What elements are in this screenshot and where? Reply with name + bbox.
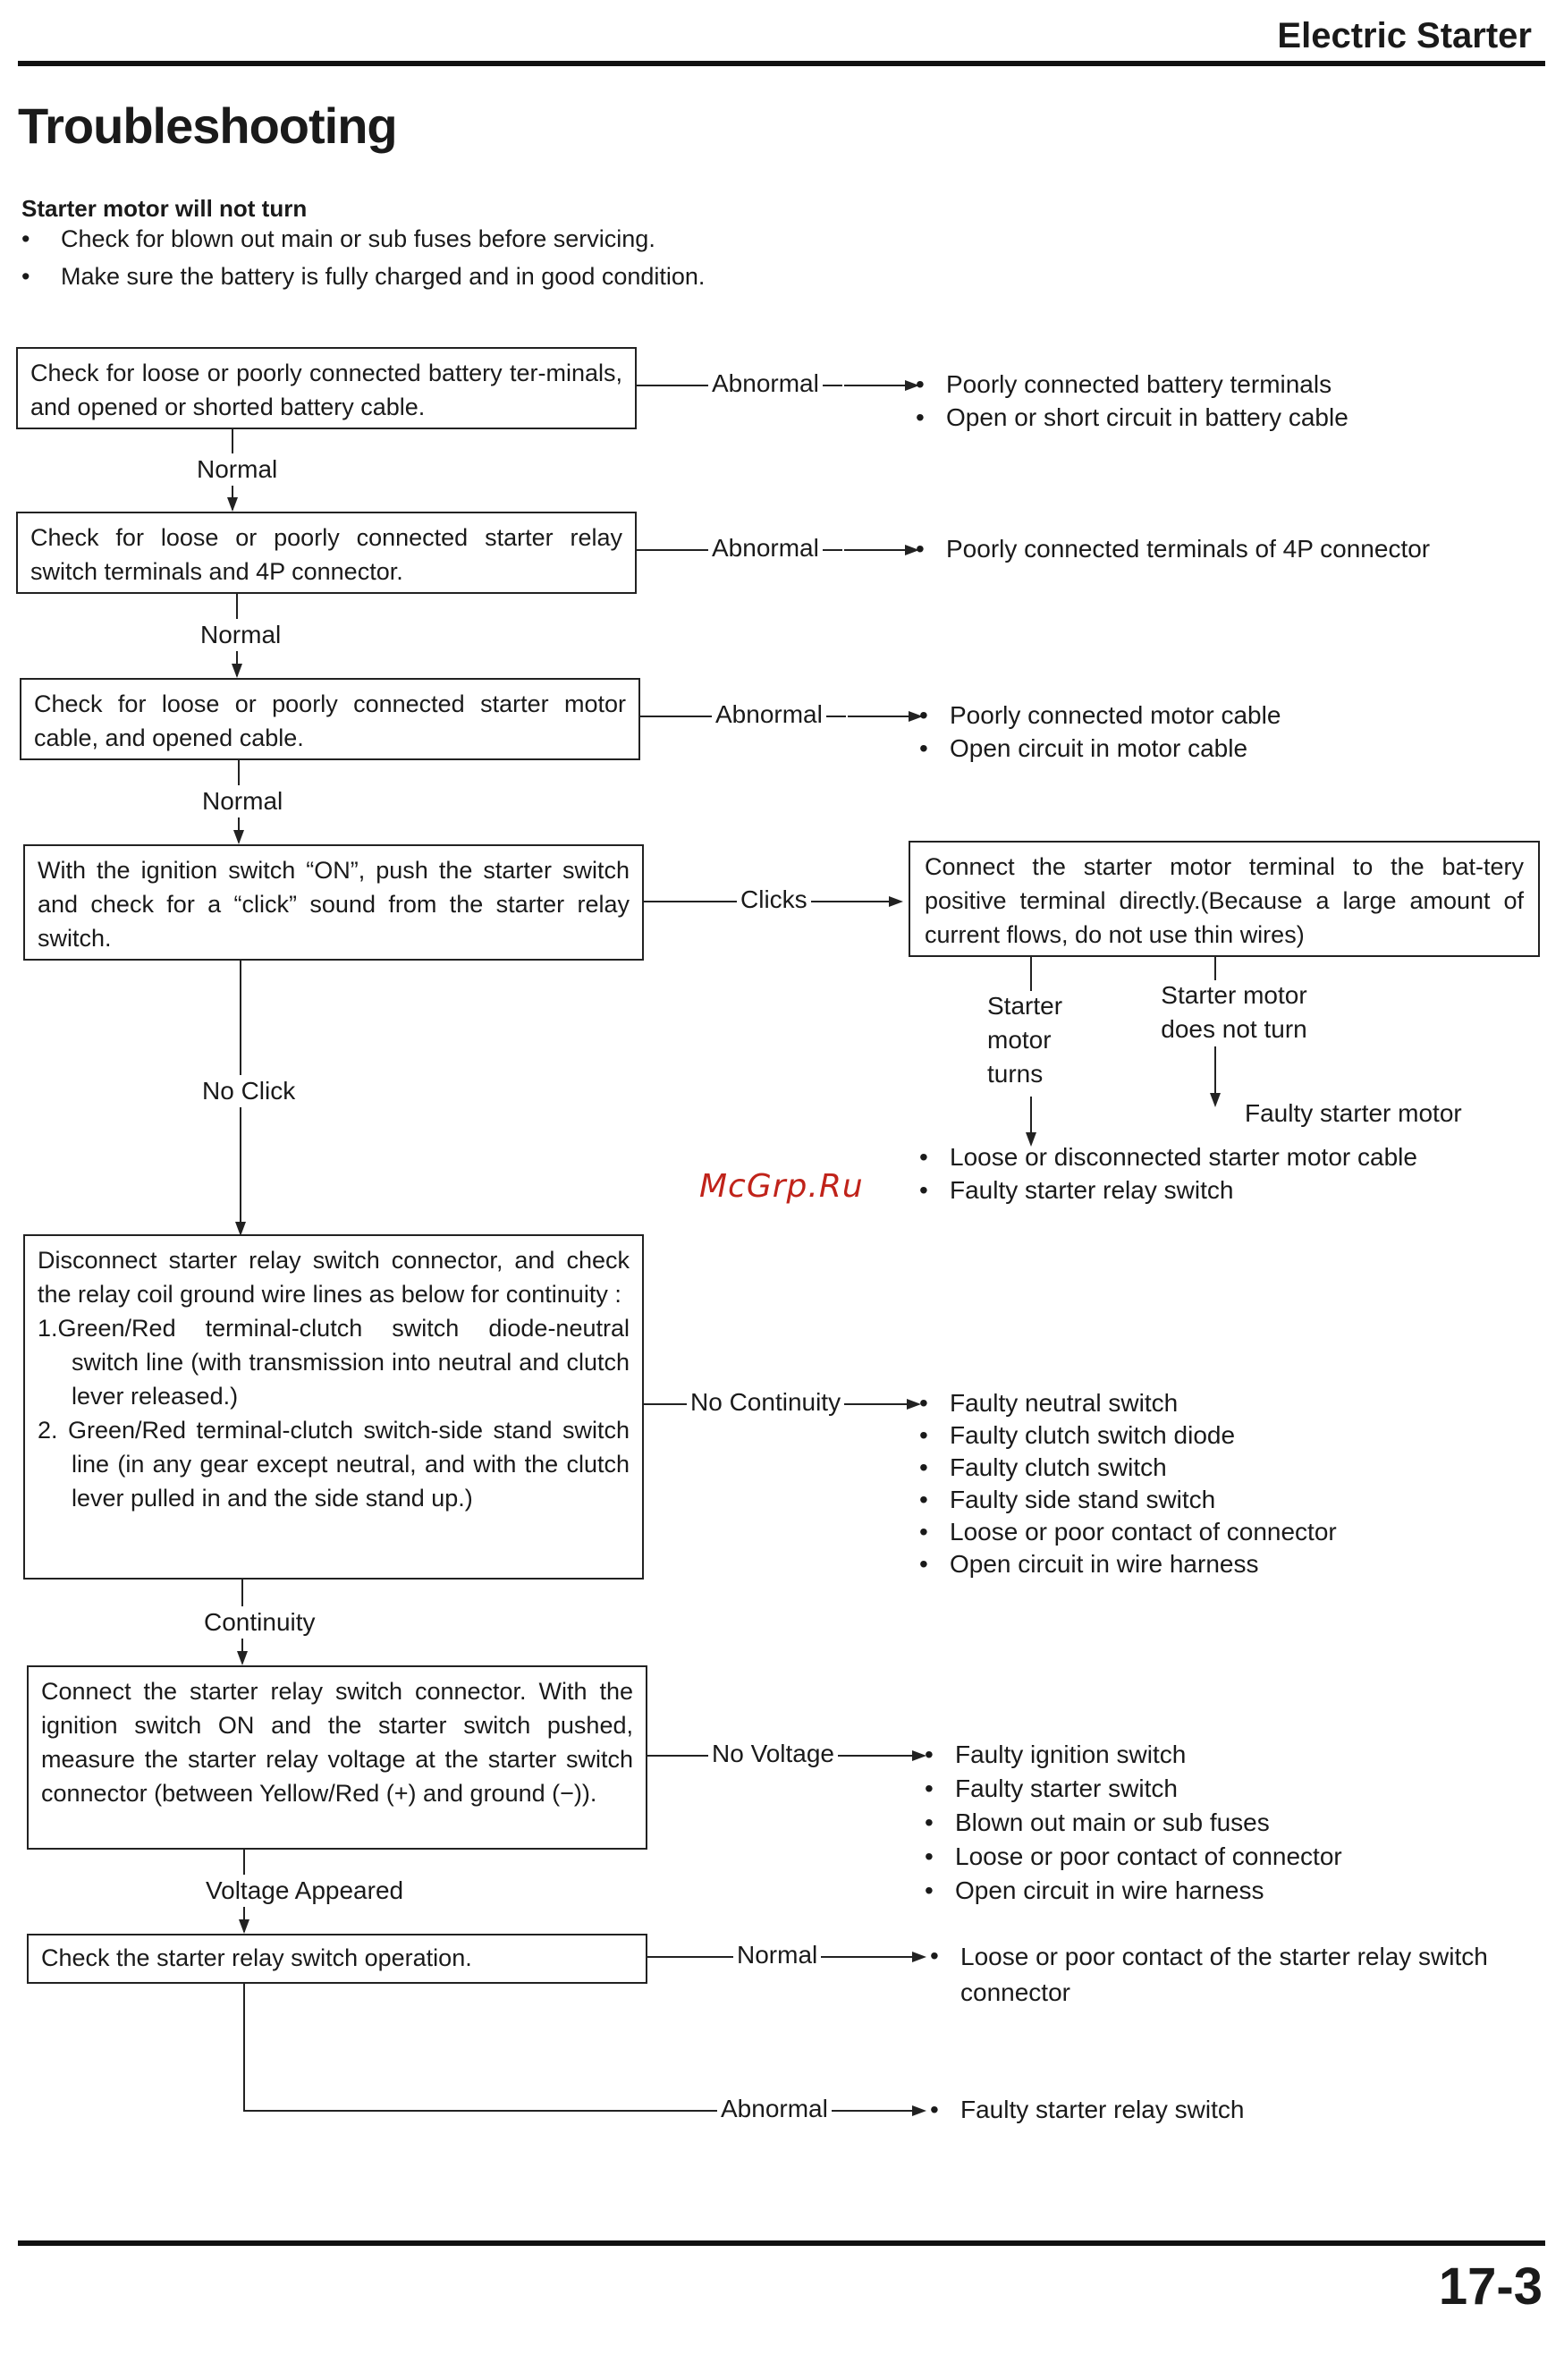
result-item: • Open circuit in wire harness bbox=[925, 1874, 1342, 1908]
step5-results bbox=[919, 1387, 1337, 1580]
step7-normal-label: Normal bbox=[733, 1941, 821, 1969]
step7-box: Check the starter relay switch operation. bbox=[27, 1934, 647, 1984]
page-title: Troubleshooting bbox=[18, 97, 397, 154]
result-item: • Loose or poor contact of connector bbox=[919, 1516, 1337, 1548]
arrow-down-icon bbox=[227, 497, 238, 512]
step4-branch-label: Clicks bbox=[737, 885, 811, 914]
not-turn-label: Starter motor does not turn bbox=[1161, 981, 1307, 1043]
step2-results bbox=[916, 532, 1430, 565]
result-item: • Loose or poor contact of connector bbox=[925, 1840, 1342, 1874]
result-item: • Faulty neutral switch bbox=[919, 1387, 1337, 1419]
result-item: • Faulty side stand switch bbox=[919, 1484, 1337, 1516]
result-item: • Faulty clutch switch bbox=[919, 1452, 1337, 1484]
step1-results bbox=[916, 368, 1348, 434]
connector-line bbox=[844, 385, 907, 386]
step1-next-label: Normal bbox=[195, 453, 279, 486]
clicks-box: Connect the starter motor terminal to the bat-tery positive terminal directly.(Because a large amount of current flows, do not use thin wires) bbox=[909, 841, 1540, 957]
result-item: • Poorly connected motor cable bbox=[919, 699, 1281, 732]
arrow-right-icon bbox=[889, 896, 903, 907]
normal-result: • Loose or poor contact of the starter relay switch connector bbox=[930, 1939, 1533, 2011]
step4-box: With the ignition switch “ON”, push the starter switch and check for a “click” sound from the starter relay switch. bbox=[23, 844, 644, 961]
arrow-down-icon bbox=[239, 1919, 249, 1934]
result-item: • Faulty ignition switch bbox=[925, 1738, 1342, 1772]
result-item: • Open circuit in motor cable bbox=[919, 732, 1281, 765]
note-item: • Check for blown out main or sub fuses before servicing. bbox=[16, 225, 655, 253]
connector-line bbox=[243, 1984, 245, 2112]
connector-line bbox=[848, 716, 910, 717]
step5-intro: Disconnect starter relay switch connector, and check the relay coil ground wire lines as below for continuity : bbox=[38, 1247, 630, 1308]
step5-next-label: Continuity bbox=[202, 1606, 317, 1639]
step2-box: Check for loose or poorly connected starter relay switch terminals and 4P connector. bbox=[16, 512, 637, 594]
step5-branch-label: No Continuity bbox=[687, 1388, 844, 1417]
turns-label: Starter motor turns bbox=[987, 992, 1063, 1088]
step1-branch-label: Abnormal bbox=[708, 369, 823, 398]
connector-line bbox=[1030, 957, 1032, 991]
step6-box: Connect the starter relay switch connector. With the ignition switch ON and the starter switch pushed, measure the starter relay voltage at the starter switch connector (between Yellow/Red (+) and ground (−)). bbox=[27, 1665, 647, 1850]
step6-branch-label: No Voltage bbox=[708, 1740, 838, 1768]
note-item: • Make sure the battery is fully charged and in good condition. bbox=[16, 263, 705, 291]
arrow-right-icon bbox=[912, 1952, 926, 1962]
watermark: McGrp.Ru bbox=[699, 1168, 864, 1205]
abnormal-results bbox=[930, 2093, 1244, 2126]
header-rule bbox=[18, 61, 1545, 66]
result-item: • Open circuit in wire harness bbox=[919, 1548, 1337, 1580]
symptom-heading: Starter motor will not turn bbox=[21, 195, 308, 222]
connector-line bbox=[1214, 957, 1216, 980]
page-number: 17-3 bbox=[1438, 2257, 1543, 2316]
step3-box: Check for loose or poorly connected starter motor cable, and opened cable. bbox=[20, 678, 640, 760]
step4-next-label: No Click bbox=[200, 1075, 297, 1107]
step3-branch-label: Abnormal bbox=[712, 700, 826, 729]
section-title: Electric Starter bbox=[1277, 16, 1532, 55]
arrow-down-icon bbox=[232, 664, 242, 678]
step1-box: Check for loose or poorly connected battery ter-minals, and opened or shorted battery cable. bbox=[16, 347, 637, 429]
step2-branch-label: Abnormal bbox=[708, 534, 823, 563]
step3-results bbox=[919, 699, 1281, 765]
connector-line bbox=[844, 549, 907, 551]
footer-rule bbox=[18, 2240, 1545, 2246]
arrow-down-icon bbox=[237, 1651, 248, 1665]
result-item: • Poorly connected battery terminals bbox=[916, 368, 1348, 401]
result-item: • Open or short circuit in battery cable bbox=[916, 401, 1348, 434]
result-item: • Blown out main or sub fuses bbox=[925, 1806, 1342, 1840]
step5-item: 2. Green/Red terminal-clutch switch-side stand switch line (in any gear except neutral, and with the clutch lever pulled in and the side stand up.) bbox=[38, 1417, 630, 1512]
step3-next-label: Normal bbox=[200, 785, 284, 817]
result-item: • Poorly connected terminals of 4P connector bbox=[916, 532, 1430, 565]
arrow-down-icon bbox=[233, 830, 244, 844]
connector-line bbox=[1214, 1046, 1216, 1097]
arrow-down-icon bbox=[1210, 1093, 1221, 1107]
not-turn-result: Faulty starter motor bbox=[1245, 1099, 1462, 1127]
step5-item: 1.Green/Red terminal-clutch switch diode-neutral switch line (with transmission into neutral and clutch lever released.) bbox=[38, 1315, 630, 1410]
normal-result-text: Loose or poor contact of the starter relay switch connector bbox=[960, 1943, 1488, 2006]
result-item: • Faulty starter relay switch bbox=[919, 1173, 1417, 1207]
result-item: • Faulty clutch switch diode bbox=[919, 1419, 1337, 1452]
step5-box bbox=[23, 1234, 644, 1580]
turns-results bbox=[919, 1140, 1417, 1207]
step6-results bbox=[925, 1738, 1342, 1908]
arrow-right-icon bbox=[912, 2105, 926, 2116]
result-item: • Faulty starter relay switch bbox=[930, 2093, 1244, 2126]
step6-next-label: Voltage Appeared bbox=[204, 1875, 405, 1907]
step2-next-label: Normal bbox=[199, 619, 283, 651]
step7-abnormal-label: Abnormal bbox=[717, 2095, 832, 2123]
result-item: • Loose or disconnected starter motor cable bbox=[919, 1140, 1417, 1173]
result-item: • Faulty starter switch bbox=[925, 1772, 1342, 1806]
